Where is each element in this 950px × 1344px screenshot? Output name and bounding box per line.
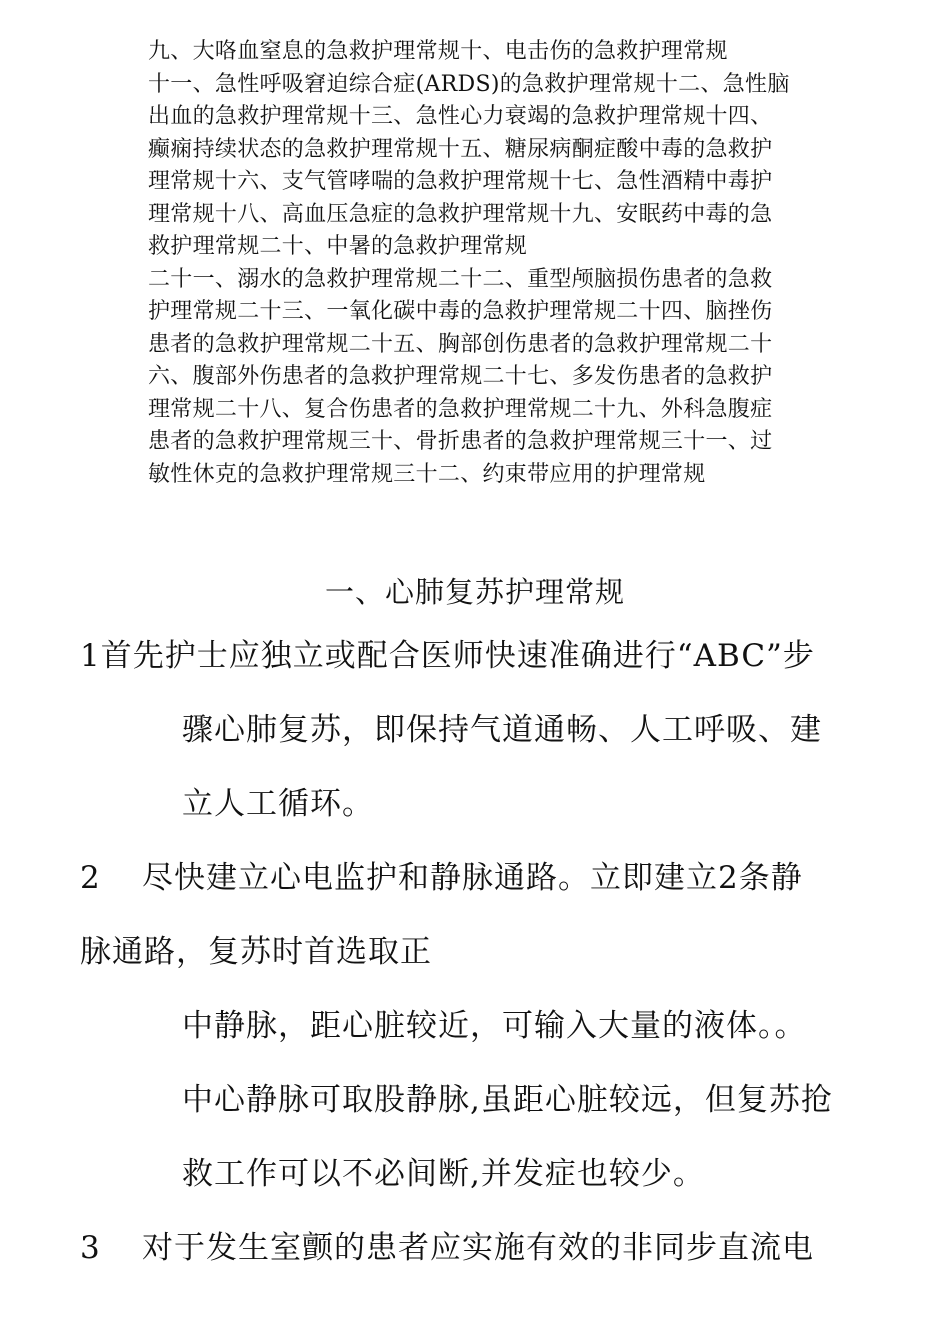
item-number: 2 <box>80 860 101 896</box>
item-2-line-4: 中心静脉可取股静脉,虽距心脏较远，但复苏抢 <box>182 1082 833 1118</box>
toc-line: 理常规十八、高血压急症的急救护理常规十九、安眠药中毒的急 <box>148 201 773 227</box>
item-text: 对于发生室颤的患者应实施有效的非同步直流电 <box>142 1230 814 1266</box>
toc-line: 二十一、溺水的急救护理常规二十二、重型颅脑损伤患者的急救 <box>148 266 773 292</box>
toc-line: 癫痫持续状态的急救护理常规十五、糖尿病酮症酸中毒的急救护 <box>148 136 773 162</box>
toc-line: 救护理常规二十、中暑的急救护理常规 <box>148 234 528 259</box>
item-1-line-3: 立人工循环。 <box>182 786 374 822</box>
toc-line: 十一、急性呼吸窘迫综合症(ARDS)的急救护理常规十二、急性脑 <box>148 71 790 97</box>
item-number: 1 <box>80 638 101 674</box>
toc-line: 九、大咯血窒息的急救护理常规十、电击伤的急救护理常规 <box>148 39 728 64</box>
toc-line: 六、腹部外伤患者的急救护理常规二十七、多发伤患者的急救护 <box>148 364 773 389</box>
toc-line: 敏性休克的急救护理常规三十二、约束带应用的护理常规 <box>148 461 706 487</box>
item-number: 3 <box>80 1230 101 1266</box>
item-3-line-1 <box>80 1228 814 1268</box>
table-of-contents <box>148 36 864 491</box>
toc-line: 理常规十六、支气管哮喘的急救护理常规十七、急性酒精中毒护 <box>148 169 773 194</box>
section-title: 一、心肺复苏护理常规 <box>324 575 625 609</box>
toc-line: 出血的急救护理常规十三、急性心力衰竭的急救护理常规十四、 <box>148 104 773 129</box>
item-2-line-3: 中静脉，距心脏较近，可输入大量的液体。。 <box>182 1008 807 1044</box>
item-text: 尽快建立心电监护和静脉通路。立即建立2条静 <box>142 860 803 896</box>
item-1-line-1 <box>80 636 815 676</box>
toc-line: 患者的急救护理常规二十五、胸部创伤患者的急救护理常规二十 <box>148 331 773 357</box>
item-2-line-5: 救工作可以不必间断,并发症也较少。 <box>182 1156 705 1192</box>
toc-line: 患者的急救护理常规三十、骨折患者的急救护理常规三十一、过 <box>148 429 773 454</box>
item-2-line-2: 脉通路，复苏时首选取正 <box>80 934 432 970</box>
item-1-line-2: 骤心肺复苏，即保持气道通畅、人工呼吸、建 <box>182 712 822 748</box>
toc-line: 理常规二十八、复合伤患者的急救护理常规二十九、外科急腹症 <box>148 396 773 422</box>
item-text: 首先护士应独立或配合医师快速准确进行“ABC”步 <box>100 638 815 674</box>
item-2-line-1 <box>80 858 803 898</box>
toc-line: 护理常规二十三、一氧化碳中毒的急救护理常规二十四、脑挫伤 <box>148 299 773 324</box>
